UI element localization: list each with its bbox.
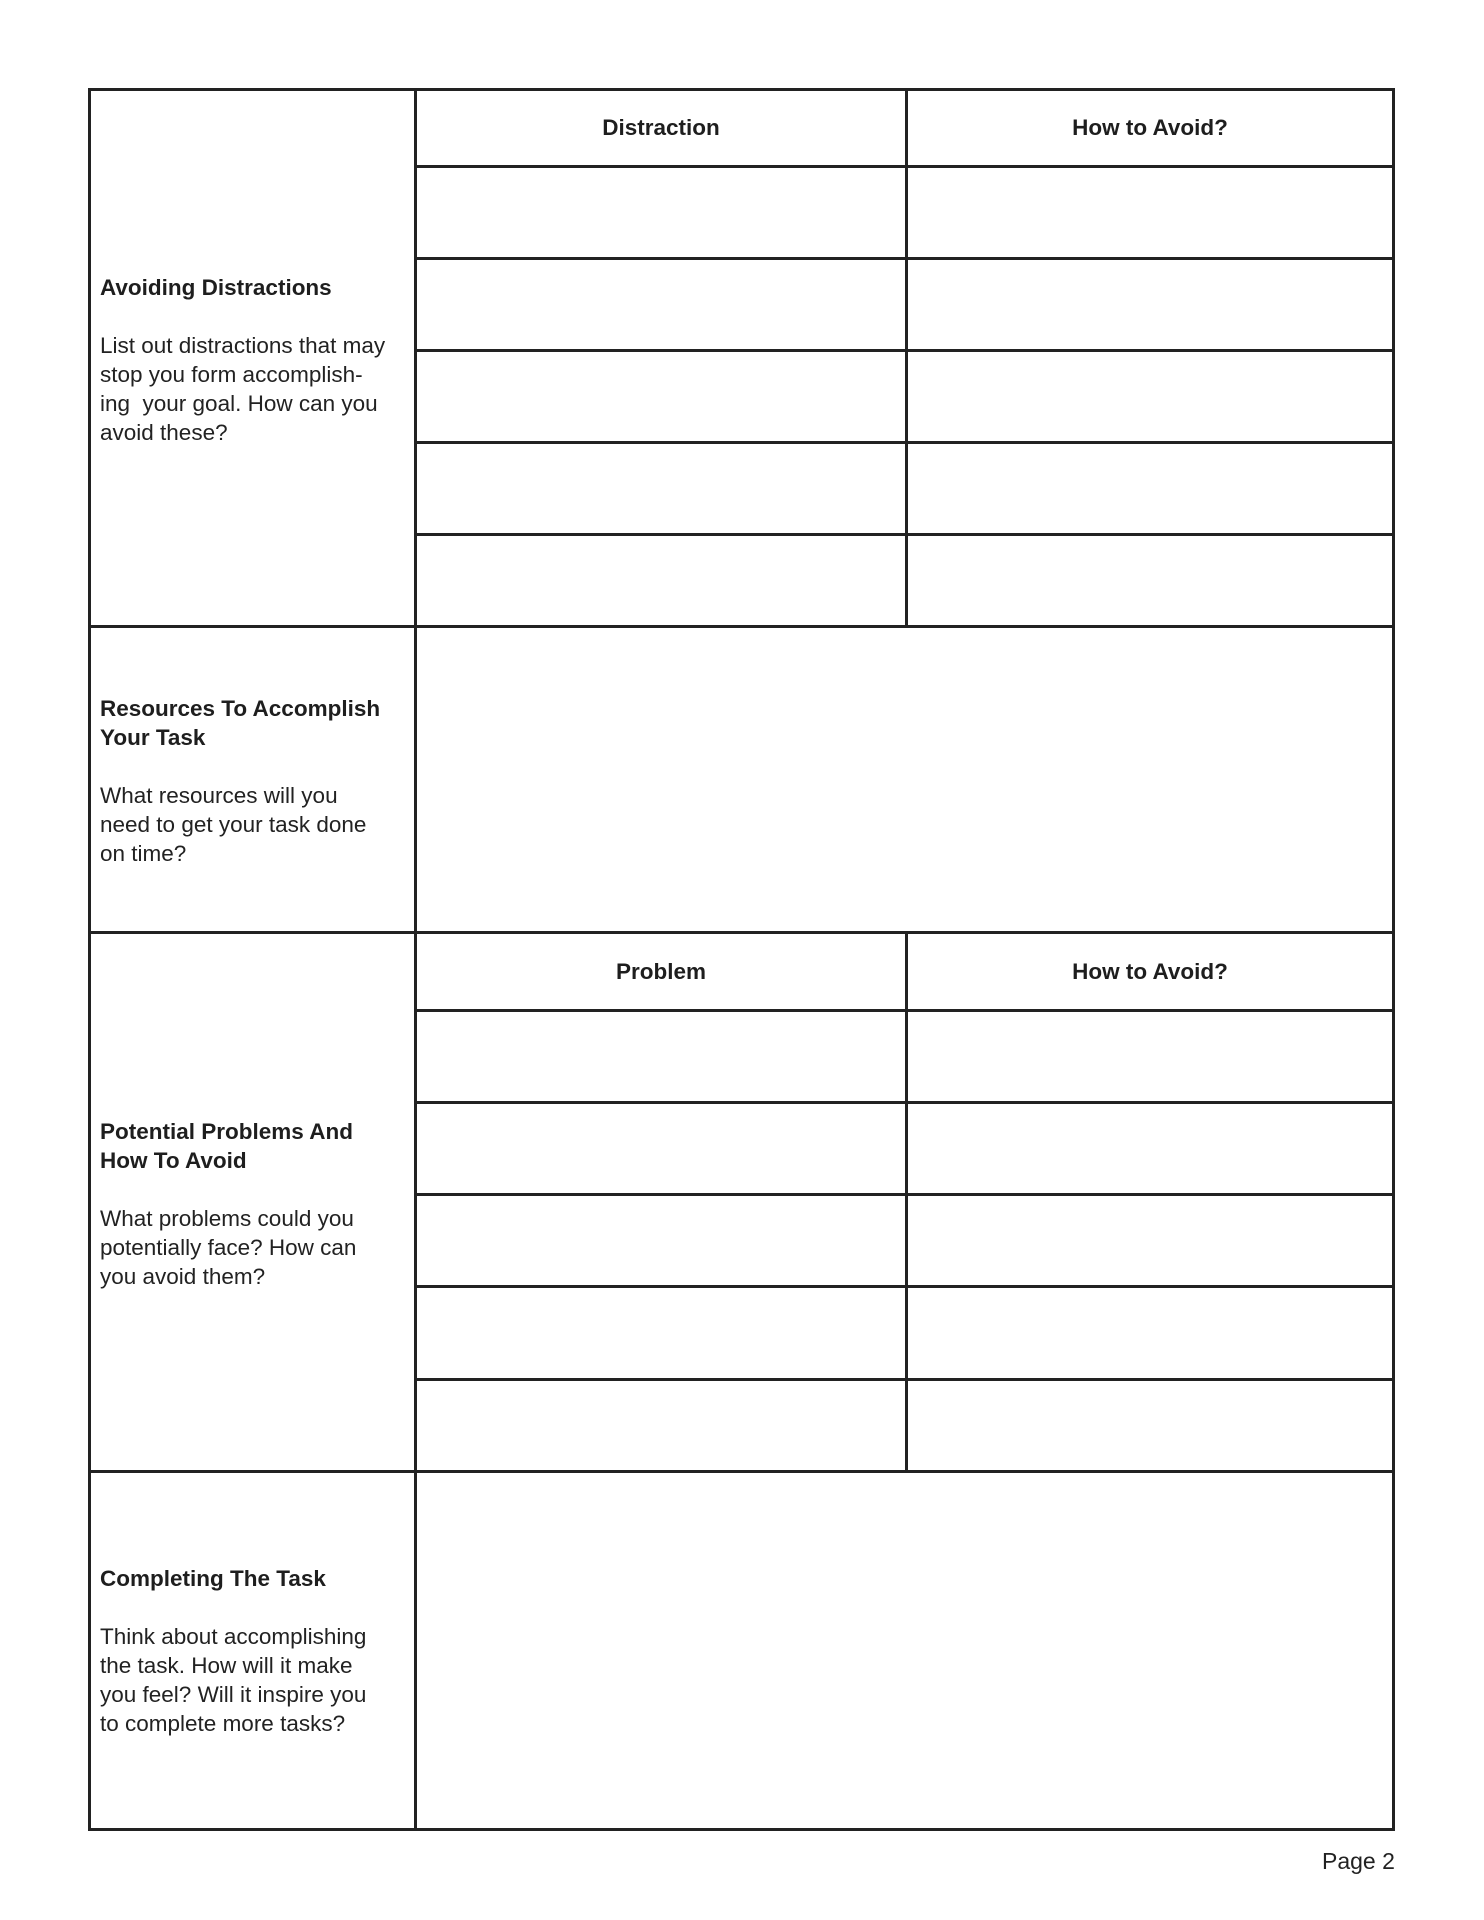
section-title: Avoiding Distractions — [100, 274, 332, 300]
section-description: Think about accomplishing the task. How will it make you feel? Will it inspire you to complete more tasks? — [100, 1623, 367, 1736]
avoid-input-4[interactable] — [908, 444, 1392, 536]
page-number: Page 2 — [1322, 1848, 1395, 1874]
distractions-table — [417, 91, 1392, 628]
section-description: What resources will you need to get your task done on time? — [100, 783, 367, 866]
avoid-input-5[interactable] — [908, 536, 1392, 628]
problem-input-2[interactable] — [417, 1104, 908, 1196]
section-description: List out distractions that may stop you form accomplish- ing your goal. How can you avoid these? — [100, 332, 386, 445]
avoid-input-5[interactable] — [908, 1381, 1392, 1473]
section-title: Potential Problems And How To Avoid — [100, 1118, 353, 1173]
section-label — [91, 628, 417, 934]
distraction-input-2[interactable] — [417, 260, 908, 352]
column-header-problem: Problem — [417, 934, 908, 1012]
section-completing-task — [91, 1470, 1392, 1828]
avoid-input-3[interactable] — [908, 1196, 1392, 1288]
problem-input-5[interactable] — [417, 1381, 908, 1473]
avoid-input-1[interactable] — [908, 168, 1392, 260]
problem-input-1[interactable] — [417, 1012, 908, 1104]
section-label — [91, 91, 417, 628]
avoid-input-2[interactable] — [908, 260, 1392, 352]
distraction-input-5[interactable] — [417, 536, 908, 628]
section-potential-problems — [91, 931, 1392, 1473]
section-label — [91, 934, 417, 1473]
section-title: Completing The Task — [100, 1565, 326, 1591]
problems-table — [417, 934, 1392, 1473]
resources-text-field[interactable] — [417, 628, 1392, 934]
resources-response-area[interactable] — [417, 628, 1392, 934]
avoid-input-4[interactable] — [908, 1288, 1392, 1381]
section-resources — [91, 625, 1392, 934]
worksheet-table — [88, 88, 1395, 1831]
completing-text-field[interactable] — [417, 1473, 1392, 1828]
section-description: What problems could you potentially face? How can you avoid them? — [100, 1205, 357, 1289]
section-avoiding-distractions — [91, 91, 1392, 628]
column-header-how-to-avoid: How to Avoid? — [908, 934, 1392, 1012]
column-header-distraction: Distraction — [417, 91, 908, 168]
distraction-input-3[interactable] — [417, 352, 908, 444]
section-title: Resources To Accomplish Your Task — [100, 696, 381, 750]
completing-response-area[interactable] — [417, 1473, 1392, 1828]
problem-input-3[interactable] — [417, 1196, 908, 1288]
avoid-input-2[interactable] — [908, 1104, 1392, 1196]
column-header-how-to-avoid: How to Avoid? — [908, 91, 1392, 168]
avoid-input-1[interactable] — [908, 1012, 1392, 1104]
section-label — [91, 1473, 417, 1828]
distraction-input-1[interactable] — [417, 168, 908, 260]
problem-input-4[interactable] — [417, 1288, 908, 1381]
distraction-input-4[interactable] — [417, 444, 908, 536]
avoid-input-3[interactable] — [908, 352, 1392, 444]
